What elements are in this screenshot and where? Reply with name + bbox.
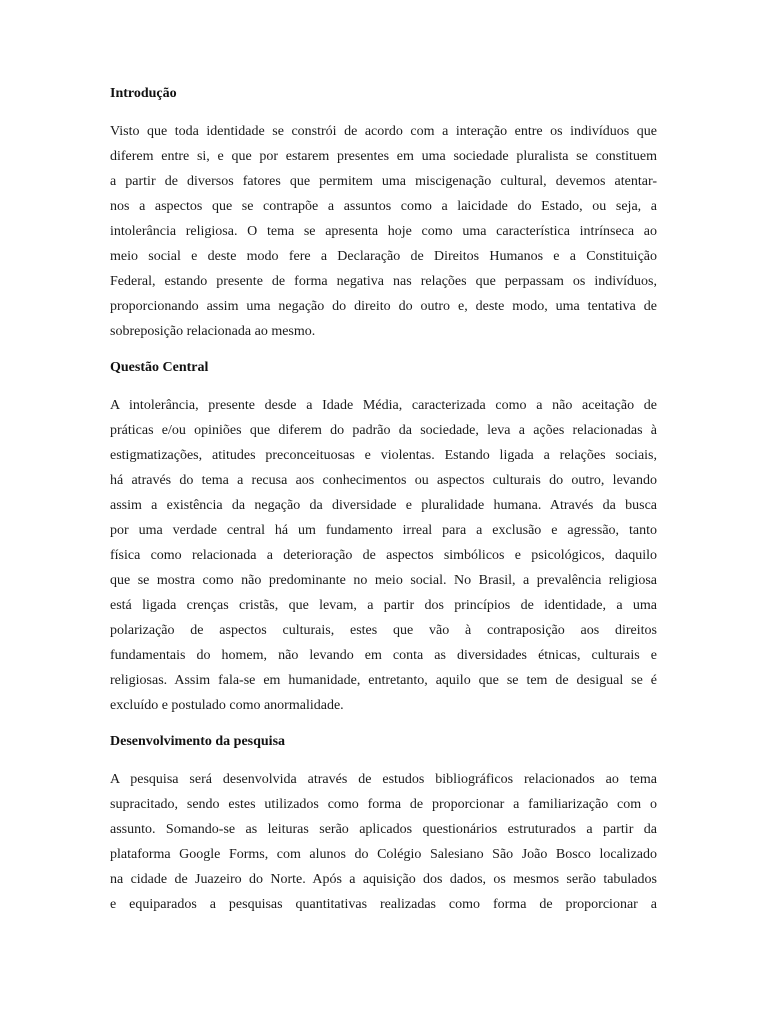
text-line: A pesquisa será desenvolvida através de estudos bibliográficos relacionados ao tema	[110, 772, 657, 787]
text-line: na cidade de Juazeiro do Norte. Após a aquisição dos dados, os mesmos serão tabulados	[110, 872, 657, 887]
text-line: proporcionando assim uma negação do direito do outro e, deste modo, uma tentativa de	[110, 299, 657, 314]
text-line: e equiparados a pesquisas quantitativas realizadas como forma de proporcionar a	[110, 897, 657, 912]
text-line: física como relacionada a deterioração de aspectos simbólicos e psicológicos, daquilo	[110, 548, 657, 563]
text-line: meio social e deste modo fere a Declaração de Direitos Humanos e a Constituição	[110, 249, 657, 264]
text-line: estigmatizações, atitudes preconceituosas e violentas. Estando ligada a relações sociais,	[110, 448, 657, 463]
text-line: religiosas. Assim fala-se em humanidade, entretanto, aquilo que se tem de desigual se é	[110, 673, 657, 688]
text-line: que se mostra como não predominante no meio social. No Brasil, a prevalência religiosa	[110, 573, 657, 588]
text-line: nos a aspectos que se contrapõe a assuntos como a laicidade do Estado, ou seja, a	[110, 199, 657, 214]
text-line: plataforma Google Forms, com alunos do Colégio Salesiano São João Bosco localizado	[110, 847, 657, 862]
text-line: fundamentais do homem, não levando em conta as diversidades étnicas, culturais e	[110, 648, 657, 663]
text-line: supracitado, sendo estes utilizados como forma de proporcionar a familiarização com o	[110, 797, 657, 812]
text-line: assunto. Somando-se as leituras serão aplicados questionários estruturados a partir da	[110, 822, 657, 837]
section-title-introducao: Introdução	[110, 86, 177, 101]
text-line: está ligada crenças cristãs, que levam, a partir dos princípios de identidade, a uma	[110, 598, 657, 613]
paragraph-introducao	[110, 119, 657, 344]
text-line: a partir de diversos fatores que permitem uma miscigenação cultural, devemos atentar-	[110, 174, 657, 189]
paragraph-questao-central	[110, 393, 657, 718]
text-line: Visto que toda identidade se constrói de acordo com a interação entre os indivíduos que	[110, 124, 657, 139]
text-line: polarização de aspectos culturais, estes que vão à contraposição aos direitos	[110, 623, 657, 638]
paragraph-desenvolvimento	[110, 767, 657, 917]
text-line: há através do tema a recusa aos conhecimentos ou aspectos culturais do outro, levando	[110, 473, 657, 488]
text-line: por uma verdade central há um fundamento irreal para a exclusão e agressão, tanto	[110, 523, 657, 538]
section-title-desenvolvimento: Desenvolvimento da pesquisa	[110, 734, 286, 749]
text-line: Federal, estando presente de forma negativa nas relações que perpassam os indivíduos,	[110, 274, 657, 289]
text-line: A intolerância, presente desde a Idade Média, caracterizada como a não aceitação de	[110, 398, 657, 413]
text-line: assim a existência da negação da diversidade e pluralidade humana. Através da busca	[110, 498, 657, 513]
section-title-questao-central: Questão Central	[110, 360, 209, 375]
text-line: diferem entre si, e que por estarem presentes em uma sociedade pluralista se constituem	[110, 149, 657, 164]
text-line: sobreposição relacionada ao mesmo.	[110, 324, 316, 339]
text-line: intolerância religiosa. O tema se apresenta hoje como uma característica intrínseca ao	[110, 224, 657, 239]
text-line: práticas e/ou opiniões que diferem do padrão da sociedade, leva a ações relacionadas à	[110, 423, 657, 438]
text-line: excluído e postulado como anormalidade.	[110, 698, 344, 713]
